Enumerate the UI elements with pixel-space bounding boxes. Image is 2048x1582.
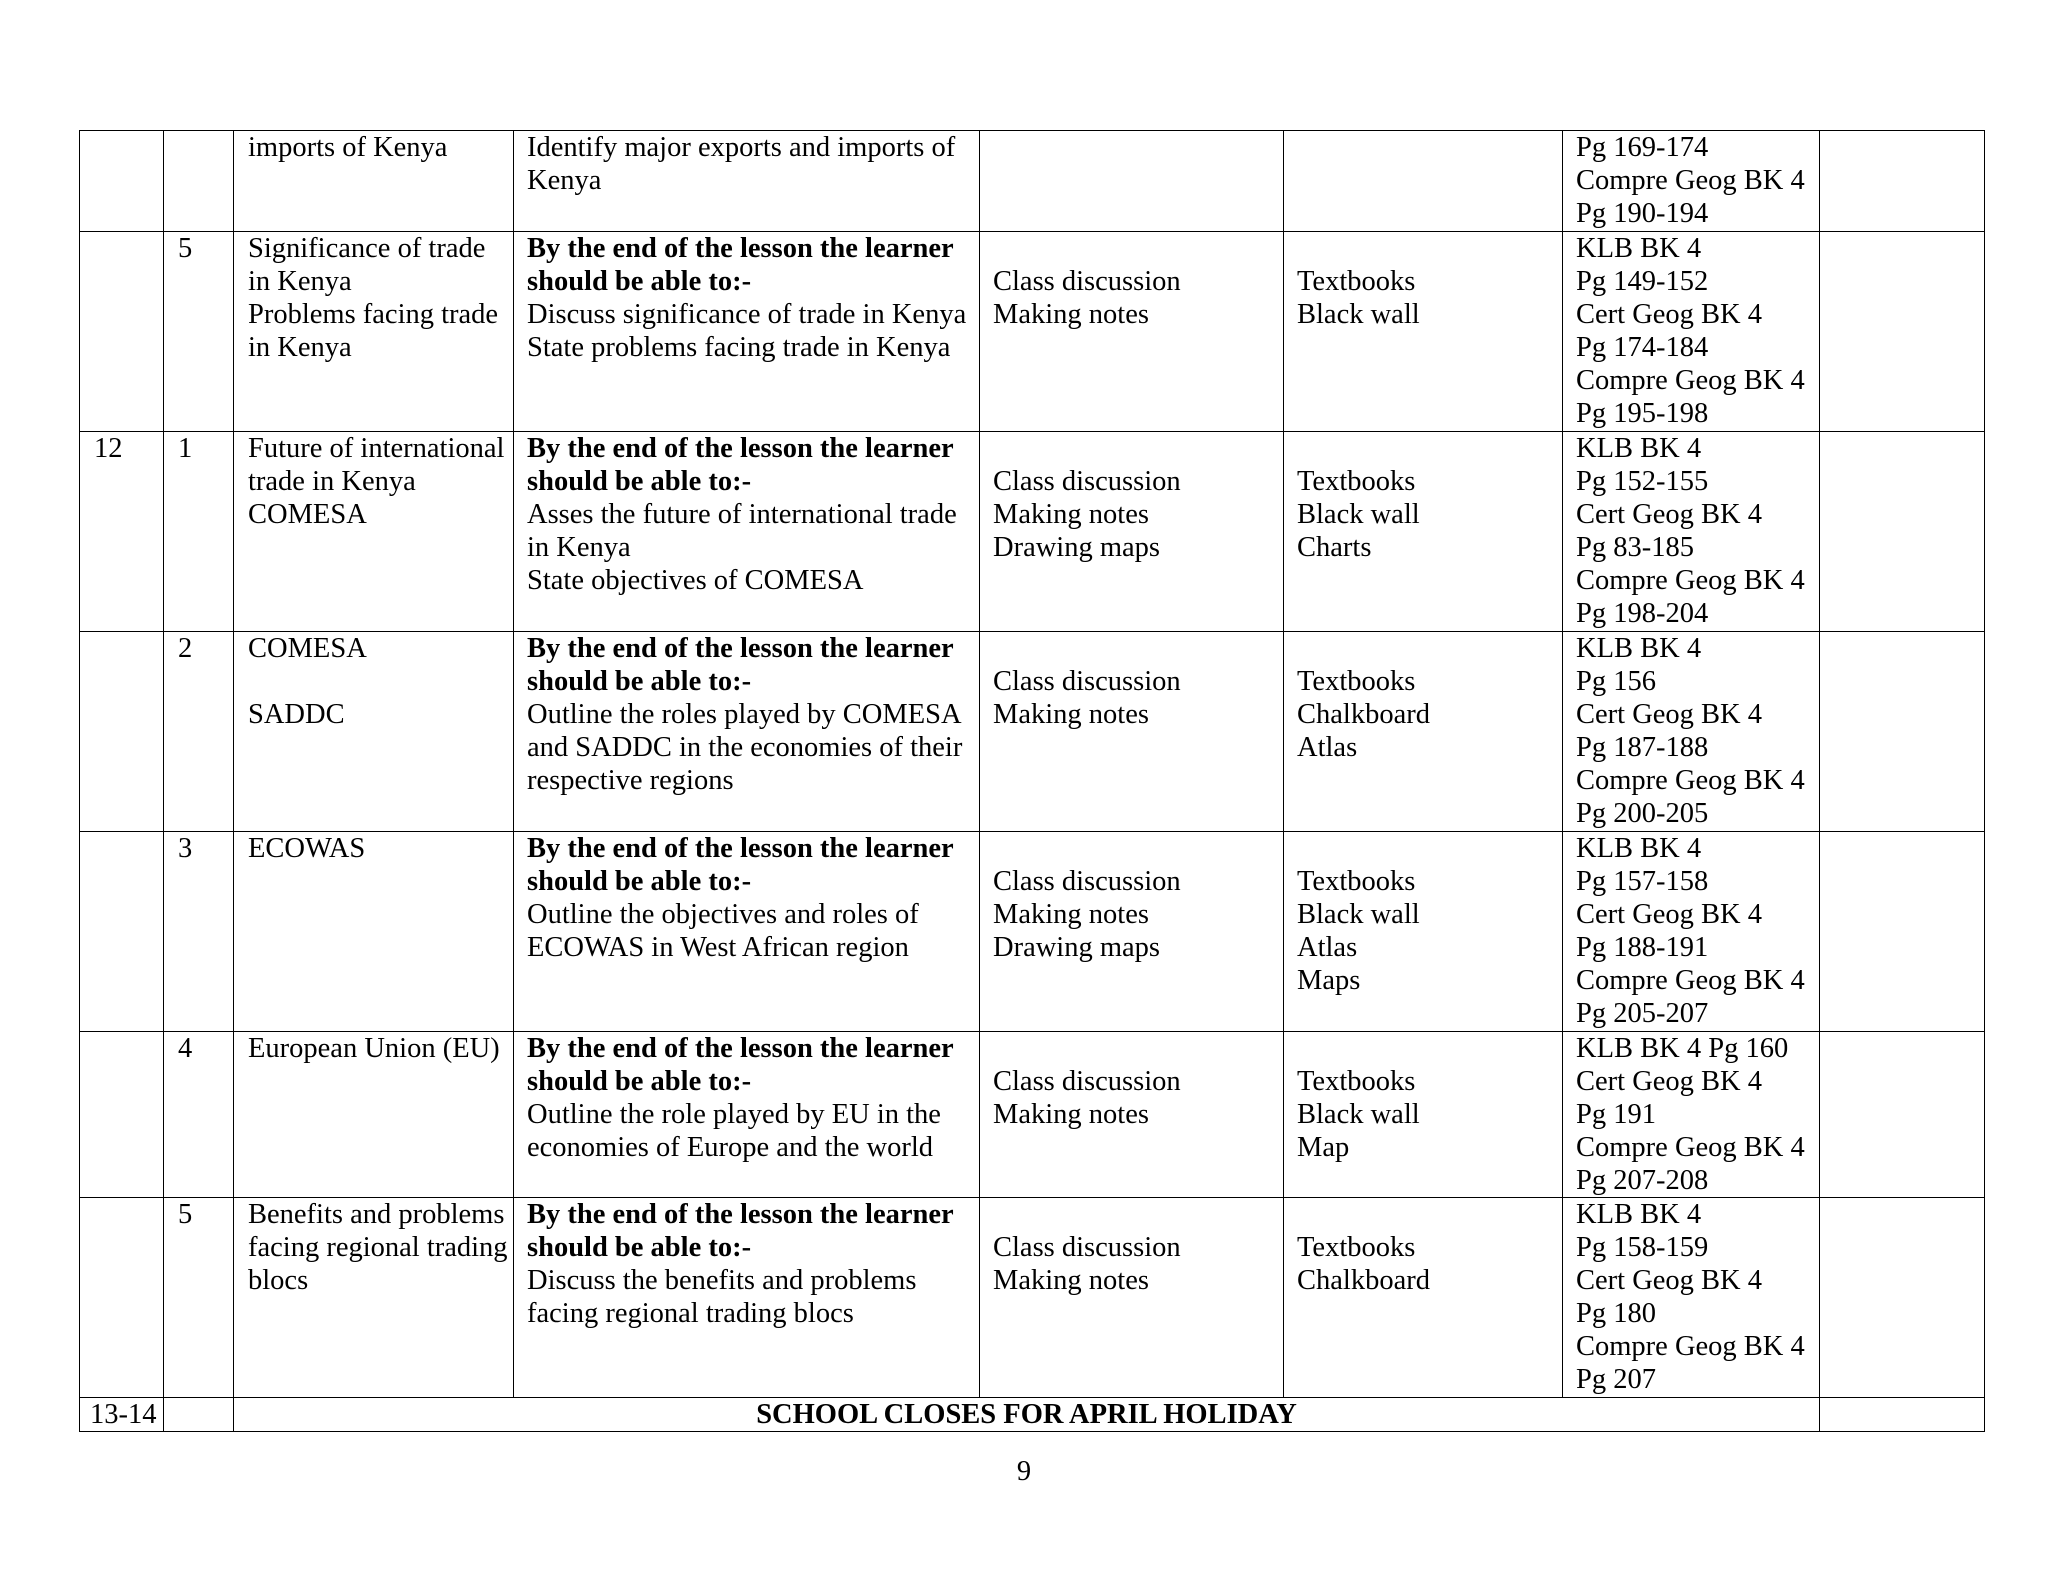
table-row — [80, 131, 1985, 232]
cell-line: Cert Geog BK 4 — [1576, 899, 1763, 930]
resources-cell — [1284, 1032, 1563, 1198]
lesson-cell: 5 — [164, 1198, 234, 1398]
objectives-cell — [514, 432, 980, 632]
cell-line: Map — [1297, 1132, 1350, 1163]
cell-line: Chalkboard — [1297, 699, 1430, 730]
activities-cell — [980, 131, 1284, 232]
activities-cell — [980, 1032, 1284, 1198]
cell-line: State objectives of COMESA — [527, 565, 864, 596]
cell-line: Textbooks — [1297, 1066, 1416, 1097]
topic-cell — [234, 832, 514, 1032]
objectives-cell — [514, 832, 980, 1032]
cell-line: KLB BK 4 — [1576, 833, 1702, 864]
cell-line: Pg 152-155 — [1576, 466, 1709, 497]
resources-cell — [1284, 432, 1563, 632]
resources-cell — [1284, 232, 1563, 432]
resources-cell — [1284, 131, 1563, 232]
cell-line: Pg 205-207 — [1576, 998, 1709, 1029]
cell-line: Chalkboard — [1297, 1265, 1430, 1296]
cell-line: Compre Geog BK 4 — [1576, 165, 1805, 196]
remarks-cell — [1820, 131, 1985, 232]
cell-line: Textbooks — [1297, 666, 1416, 697]
objectives-cell — [514, 131, 980, 232]
cell-line: Pg 195-198 — [1576, 398, 1709, 429]
cell-line: Maps — [1297, 965, 1361, 996]
cell-line: blocs — [248, 1265, 309, 1296]
week-cell — [80, 632, 164, 832]
cell-line: Black wall — [1297, 1099, 1420, 1130]
cell-line: Drawing maps — [993, 532, 1161, 563]
cell-line: Outline the role played by EU in the — [527, 1099, 941, 1130]
references-cell — [1563, 1198, 1820, 1398]
cell-line: By the end of the lesson the learner — [527, 633, 954, 664]
cell-line: should be able to:- — [527, 666, 752, 697]
cell-line: Charts — [1297, 532, 1372, 563]
cell-line: Compre Geog BK 4 — [1576, 365, 1805, 396]
cell-line: Class discussion — [993, 1066, 1181, 1097]
cell-line: Cert Geog BK 4 — [1576, 1265, 1763, 1296]
cell-line: COMESA — [248, 633, 367, 664]
cell-line: trade in Kenya — [248, 466, 416, 497]
lesson-cell: 2 — [164, 632, 234, 832]
table-body — [80, 131, 1985, 1432]
lesson-cell: 5 — [164, 232, 234, 432]
page-number: 9 — [1016, 1456, 1032, 1487]
cell-line: facing regional trading — [248, 1232, 508, 1263]
lesson-cell — [164, 131, 234, 232]
topic-cell — [234, 1198, 514, 1398]
cell-line: By the end of the lesson the learner — [527, 833, 954, 864]
cell-line — [248, 665, 513, 698]
resources-cell — [1284, 832, 1563, 1032]
cell-line: Kenya — [527, 165, 602, 196]
remarks-cell — [1820, 232, 1985, 432]
table-row — [80, 832, 1985, 1032]
cell-line: ECOWAS in West African region — [527, 932, 909, 963]
cell-line: Pg 188-191 — [1576, 932, 1709, 963]
cell-line: Outline the roles played by COMESA — [527, 699, 962, 730]
cell-line: Discuss the benefits and problems — [527, 1265, 917, 1296]
references-cell — [1563, 632, 1820, 832]
cell-line: Outline the objectives and roles of — [527, 899, 919, 930]
cell-line: ECOWAS — [248, 833, 366, 864]
remarks-cell — [1820, 1198, 1985, 1398]
resources-cell — [1284, 1198, 1563, 1398]
cell-line: Pg 169-174 — [1576, 132, 1709, 163]
cell-line: KLB BK 4 — [1576, 233, 1702, 264]
cell-line: By the end of the lesson the learner — [527, 1199, 954, 1230]
cell-line: Making notes — [993, 499, 1149, 530]
cell-line: should be able to:- — [527, 1232, 752, 1263]
cell-line: Pg 187-188 — [1576, 732, 1709, 763]
cell-line: Pg 207-208 — [1576, 1165, 1709, 1196]
cell-line: Cert Geog BK 4 — [1576, 1066, 1763, 1097]
cell-line: Textbooks — [1297, 866, 1416, 897]
objectives-cell — [514, 232, 980, 432]
cell-line: Making notes — [993, 1099, 1149, 1130]
week-cell — [80, 131, 164, 232]
cell-line: KLB BK 4 Pg 160 — [1576, 1033, 1789, 1064]
cell-line: COMESA — [248, 499, 367, 530]
activities-cell — [980, 432, 1284, 632]
week-cell — [80, 1032, 164, 1198]
cell-line: Textbooks — [1297, 266, 1416, 297]
cell-line: KLB BK 4 — [1576, 1199, 1702, 1230]
cell-line: in Kenya — [248, 266, 352, 297]
cell-line: Atlas — [1297, 732, 1358, 763]
cell-line: should be able to:- — [527, 866, 752, 897]
cell-line: Class discussion — [993, 866, 1181, 897]
cell-line: Pg 198-204 — [1576, 598, 1709, 629]
cell-line: Making notes — [993, 699, 1149, 730]
table-row — [80, 232, 1985, 432]
objectives-cell — [514, 1198, 980, 1398]
cell-line: By the end of the lesson the learner — [527, 433, 954, 464]
scheme-of-work-table — [79, 130, 1985, 1432]
cell-line: Class discussion — [993, 666, 1181, 697]
cell-line: Making notes — [993, 1265, 1149, 1296]
topic-cell — [234, 432, 514, 632]
cell-line: Identify major exports and imports of — [527, 132, 956, 163]
cell-line: facing regional trading blocs — [527, 1298, 854, 1329]
cell-line: Compre Geog BK 4 — [1576, 765, 1805, 796]
cell-line: Atlas — [1297, 932, 1358, 963]
remarks-cell — [1820, 1398, 1985, 1432]
cell-line: Black wall — [1297, 299, 1420, 330]
cell-line: respective regions — [527, 765, 734, 796]
cell-line: economies of Europe and the world — [527, 1132, 933, 1163]
cell-line: Pg 149-152 — [1576, 266, 1709, 297]
table-row — [80, 1032, 1985, 1198]
cell-line: Textbooks — [1297, 1232, 1416, 1263]
cell-line: Benefits and problems — [248, 1199, 505, 1230]
cell-line: should be able to:- — [527, 466, 752, 497]
cell-line: European Union (EU) — [248, 1033, 500, 1064]
resources-cell — [1284, 632, 1563, 832]
cell-line: Pg 200-205 — [1576, 798, 1709, 829]
cell-line: Future of international — [248, 433, 505, 464]
cell-line: KLB BK 4 — [1576, 633, 1702, 664]
cell-line: Pg 207 — [1576, 1364, 1656, 1395]
week-cell — [80, 1198, 164, 1398]
cell-line: By the end of the lesson the learner — [527, 233, 954, 264]
cell-line: Significance of trade — [248, 233, 486, 264]
cell-line: Compre Geog BK 4 — [1576, 565, 1805, 596]
remarks-cell — [1820, 432, 1985, 632]
remarks-cell — [1820, 1032, 1985, 1198]
cell-line: Pg 180 — [1576, 1298, 1656, 1329]
cell-line: Pg 83-185 — [1576, 532, 1694, 563]
cell-line: imports of Kenya — [248, 132, 448, 163]
cell-line: Making notes — [993, 899, 1149, 930]
cell-line: Compre Geog BK 4 — [1576, 1331, 1805, 1362]
lesson-cell: 4 — [164, 1032, 234, 1198]
cell-line: Pg 190-194 — [1576, 198, 1709, 229]
cell-line: Making notes — [993, 299, 1149, 330]
cell-line: Cert Geog BK 4 — [1576, 499, 1763, 530]
cell-line: Class discussion — [993, 1232, 1181, 1263]
cell-line: and SADDC in the economies of their — [527, 732, 963, 763]
cell-line: should be able to:- — [527, 1066, 752, 1097]
cell-line: Pg 174-184 — [1576, 332, 1709, 363]
week-cell: 12 — [80, 432, 164, 632]
cell-line: Textbooks — [1297, 466, 1416, 497]
cell-line: Drawing maps — [993, 932, 1161, 963]
references-cell — [1563, 832, 1820, 1032]
cell-line: in Kenya — [527, 532, 631, 563]
cell-line: State problems facing trade in Kenya — [527, 332, 951, 363]
references-cell — [1563, 131, 1820, 232]
cell-line: in Kenya — [248, 332, 352, 363]
activities-cell — [980, 232, 1284, 432]
week-cell: 13-14 — [80, 1398, 164, 1432]
references-cell — [1563, 232, 1820, 432]
week-cell — [80, 832, 164, 1032]
cell-line: Black wall — [1297, 499, 1420, 530]
activities-cell — [980, 1198, 1284, 1398]
activities-cell — [980, 832, 1284, 1032]
week-cell — [80, 232, 164, 432]
references-cell — [1563, 432, 1820, 632]
cell-line: KLB BK 4 — [1576, 433, 1702, 464]
cell-line: Pg 157-158 — [1576, 866, 1709, 897]
objectives-cell — [514, 1032, 980, 1198]
holiday-row — [80, 1398, 1985, 1432]
objectives-cell — [514, 632, 980, 832]
table-row — [80, 432, 1985, 632]
cell-line: Problems facing trade — [248, 299, 499, 330]
cell-line: SADDC — [248, 699, 345, 730]
lesson-cell — [164, 1398, 234, 1432]
cell-line: should be able to:- — [527, 266, 752, 297]
cell-line: Compre Geog BK 4 — [1576, 965, 1805, 996]
table-row — [80, 1198, 1985, 1398]
cell-line: Discuss significance of trade in Kenya — [527, 299, 967, 330]
cell-line: Pg 156 — [1576, 666, 1656, 697]
holiday-notice: SCHOOL CLOSES FOR APRIL HOLIDAY — [234, 1398, 1820, 1432]
topic-cell — [234, 131, 514, 232]
references-cell — [1563, 1032, 1820, 1198]
topic-cell — [234, 232, 514, 432]
remarks-cell — [1820, 632, 1985, 832]
cell-line: By the end of the lesson the learner — [527, 1033, 954, 1064]
cell-line: Cert Geog BK 4 — [1576, 699, 1763, 730]
cell-line: Pg 158-159 — [1576, 1232, 1709, 1263]
topic-cell — [234, 1032, 514, 1198]
cell-line: Class discussion — [993, 266, 1181, 297]
topic-cell — [234, 632, 514, 832]
cell-line: Asses the future of international trade — [527, 499, 957, 530]
cell-line: Compre Geog BK 4 — [1576, 1132, 1805, 1163]
cell-line: Pg 191 — [1576, 1099, 1656, 1130]
lesson-cell: 3 — [164, 832, 234, 1032]
table-row — [80, 632, 1985, 832]
activities-cell — [980, 632, 1284, 832]
remarks-cell — [1820, 832, 1985, 1032]
cell-line: Black wall — [1297, 899, 1420, 930]
cell-line: Class discussion — [993, 466, 1181, 497]
lesson-cell: 1 — [164, 432, 234, 632]
cell-line: Cert Geog BK 4 — [1576, 299, 1763, 330]
